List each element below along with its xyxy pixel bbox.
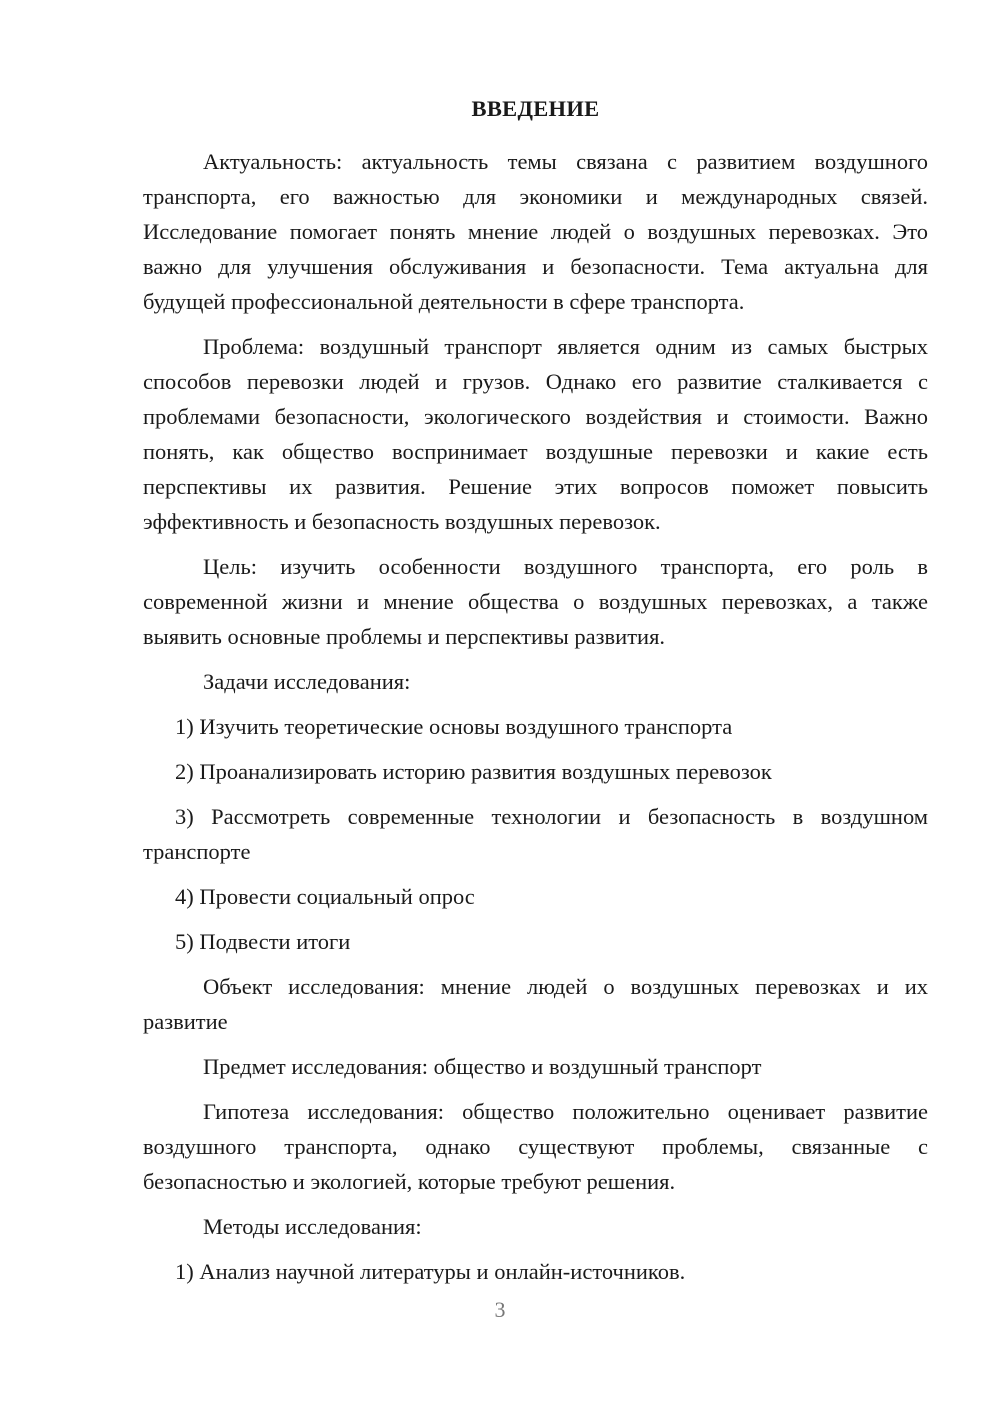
task-item: 1) Изучить теоретические основы воздушного транспорта xyxy=(175,714,733,739)
problem-paragraph: Проблема: воздушный транспорт является одним из самых быстрых способов перевозки людей и грузов. Однако его развитие сталкивается с проблемами безопасности, экологического воздействия и стоимости. Важно понять, как общество воспринимает воздушные перевозки и какие есть перспективы их развития. Решение этих вопросов поможет повысить эффективность и безопасность воздушных перевозок. xyxy=(143,334,928,534)
relevance-paragraph: Актуальность: актуальность темы связана с развитием воздушного транспорта, его важностью для экономики и международных связей. Исследование помогает понять мнение людей о воздушных перевозках. Это важно для улучшения обслуживания и безопасности. Тема актуальна для будущей профессиональной деятельности в сфере транспорта. xyxy=(143,149,928,314)
object-paragraph: Объект исследования: мнение людей о воздушных перевозках и их развитие xyxy=(143,974,928,1034)
hypothesis-paragraph: Гипотеза исследования: общество положительно оценивает развитие воздушного транспорта, однако существуют проблемы, связанные с безопасностью и экологией, которые требуют решения. xyxy=(143,1099,928,1194)
method-item: 1) Анализ научной литературы и онлайн-источников. xyxy=(175,1259,686,1284)
task-item: 5) Подвести итоги xyxy=(175,929,351,954)
methods-heading: Методы исследования: xyxy=(203,1214,422,1239)
task-item: 2) Проанализировать историю развития воздушных перевозок xyxy=(175,759,772,784)
goal-paragraph: Цель: изучить особенности воздушного транспорта, его роль в современной жизни и мнение общества о воздушных перевозках, а также выявить основные проблемы и перспективы развития. xyxy=(143,554,928,649)
page-number: 3 xyxy=(494,1297,506,1322)
document-page xyxy=(143,91,928,1299)
task-item: 4) Провести социальный опрос xyxy=(175,884,475,909)
task-item: 3) Рассмотреть современные технологии и безопасность в воздушном транспорте xyxy=(143,804,928,864)
subject-paragraph: Предмет исследования: общество и воздушный транспорт xyxy=(203,1054,762,1079)
tasks-heading: Задачи исследования: xyxy=(203,669,411,694)
section-heading: ВВЕДЕНИЕ xyxy=(471,96,600,121)
